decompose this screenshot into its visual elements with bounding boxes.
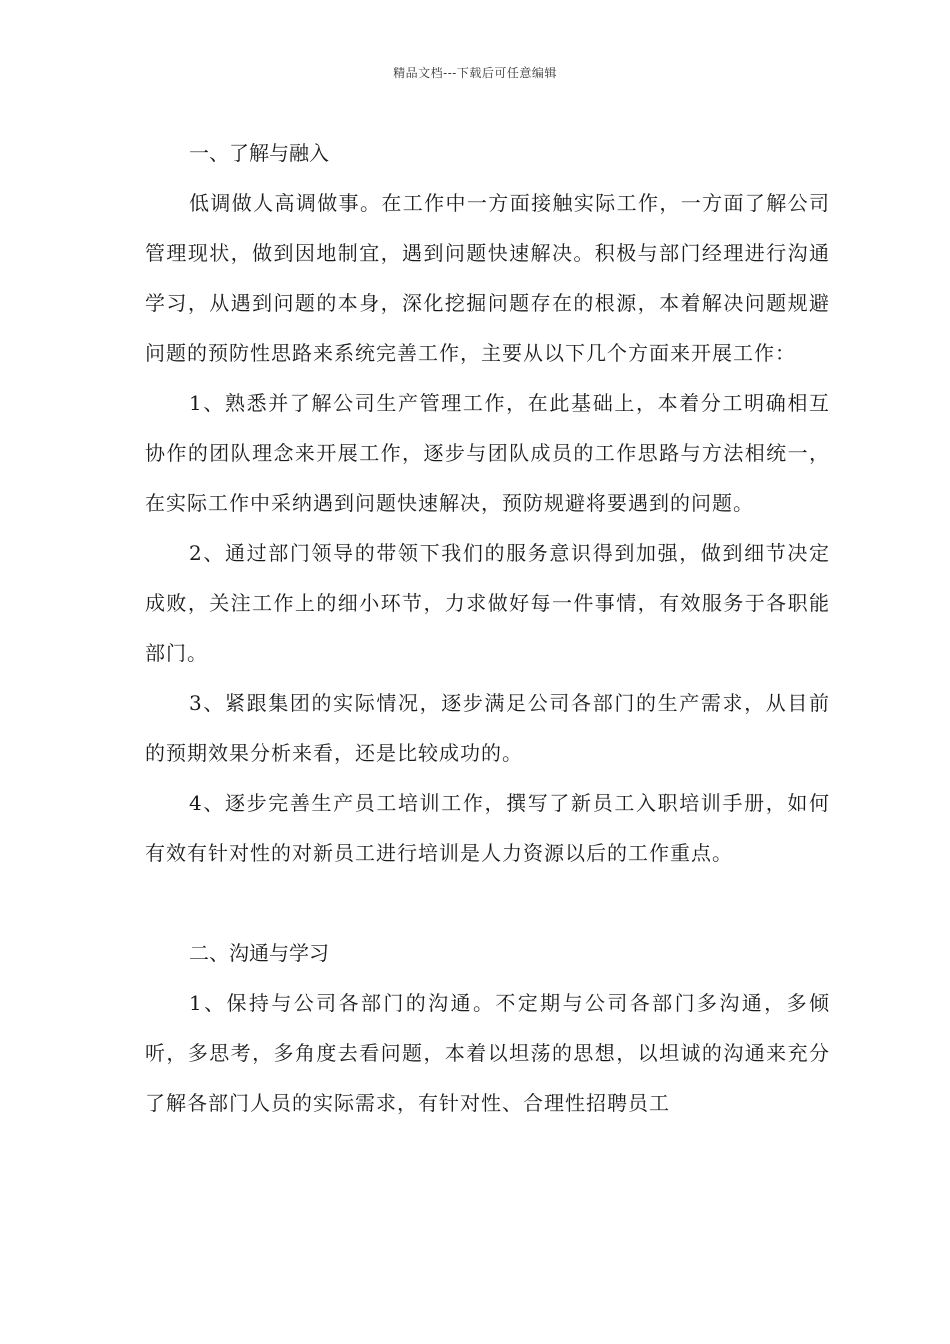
paragraph: 3、紧跟集团的实际情况，逐步满足公司各部门的生产需求，从目前的预期效果分析来看，还是比较成功的。 (145, 691, 830, 765)
paragraph: 低调做人高调做事。在工作中一方面接触实际工作，一方面了解公司管理现状，做到因地制宜，遇到问题快速解决。积极与部门经理进行沟通学习，从遇到问题的本身，深化挖掘问题存在的根源，本着解决问题规避问题的预防性思路来系统完善工作，主要从以下几个方面来开展工作： (145, 191, 830, 365)
header-note: 精品文档---下载后可任意编辑 (393, 66, 557, 80)
paragraph: 1、保持与公司各部门的沟通。不定期与公司各部门多沟通，多倾听，多思考，多角度去看问题，本着以坦荡的思想，以坦诚的沟通来充分了解各部门人员的实际需求，有针对性、合理性招聘员工 (145, 991, 830, 1115)
section-spacer (145, 878, 830, 928)
paragraph: 4、逐步完善生产员工培训工作，撰写了新员工入职培训手册，如何有效有针对性的对新员工进行培训是人力资源以后的工作重点。 (145, 791, 830, 865)
paragraph: 1、熟悉并了解公司生产管理工作，在此基础上，本着分工明确相互协作的团队理念来开展工作，逐步与团队成员的工作思路与方法相统一，在实际工作中采纳遇到问题快速解决，预防规避将要遇到的问题。 (145, 391, 830, 515)
document-body (145, 128, 830, 1128)
section-understand-integrate (145, 128, 830, 878)
section-communicate-learn (145, 928, 830, 1128)
section-heading: 二、沟通与学习 (189, 941, 329, 965)
section-heading: 一、了解与融入 (189, 141, 329, 165)
paragraph: 2、通过部门领导的带领下我们的服务意识得到加强，做到细节决定成败，关注工作上的细小环节，力求做好每一件事情，有效服务于各职能部门。 (145, 541, 830, 665)
